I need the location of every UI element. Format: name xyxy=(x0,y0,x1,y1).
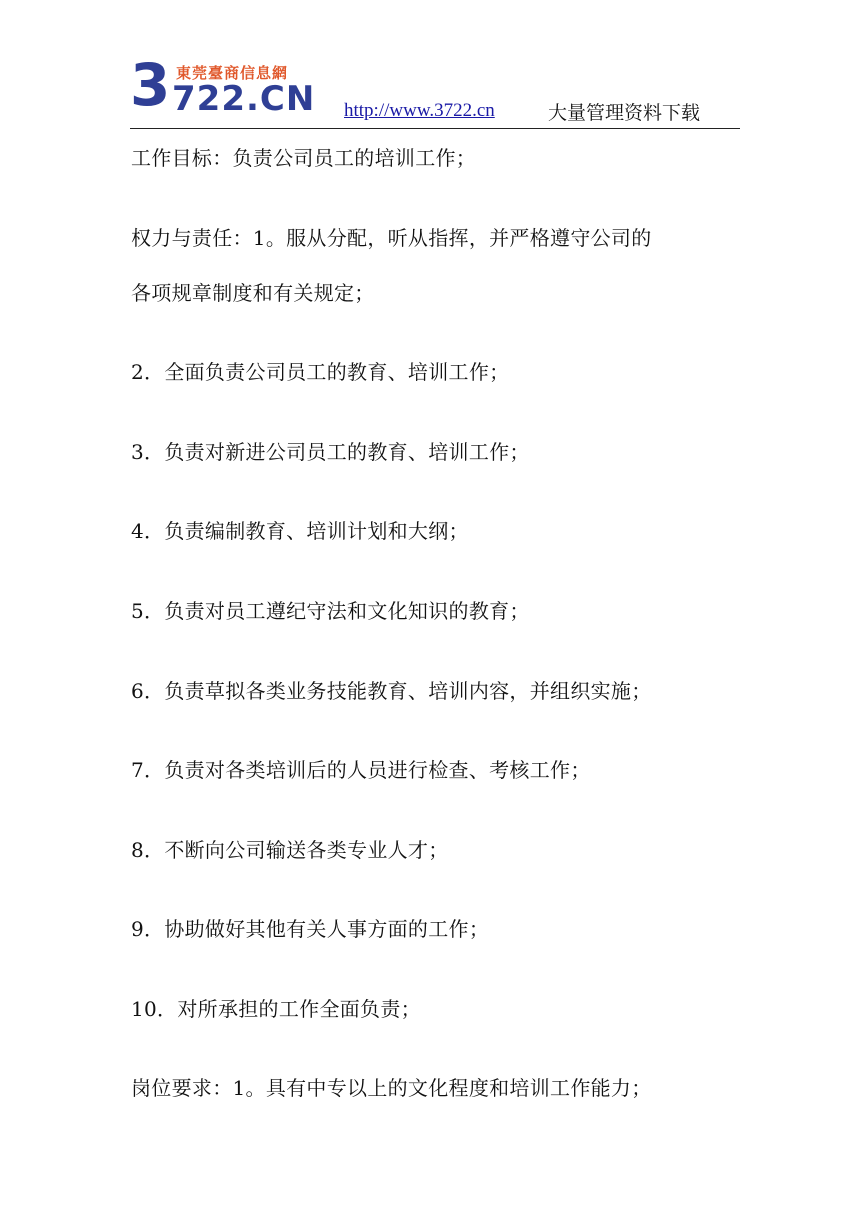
body-line: 6．负责草拟各类业务技能教育、培训内容，并组织实施； xyxy=(131,679,652,703)
body-line: 权力与责任：1。服从分配，听从指挥，并严格遵守公司的 xyxy=(131,226,652,250)
body-line: 5．负责对员工遵纪守法和文化知识的教育； xyxy=(131,599,530,623)
body-line: 岗位要求：1。具有中专以上的文化程度和培训工作能力； xyxy=(131,1076,652,1100)
logo-tagline: 東莞臺商信息網 xyxy=(176,64,289,82)
logo-digit: 3 xyxy=(130,51,171,119)
site-logo[interactable] xyxy=(130,51,316,122)
body-line: 工作目标：负责公司员工的培训工作； xyxy=(131,146,477,170)
body-line: 3．负责对新进公司员工的教育、培训工作； xyxy=(131,440,530,464)
body-line: 7．负责对各类培训后的人员进行检查、考核工作； xyxy=(131,758,591,782)
page-header xyxy=(130,51,740,129)
body-line: 9．协助做好其他有关人事方面的工作； xyxy=(131,917,490,941)
body-line: 各项规章制度和有关规定； xyxy=(131,281,375,305)
body-line: 8．不断向公司输送各类专业人才； xyxy=(131,838,449,862)
body-line: 10．对所承担的工作全面负责； xyxy=(131,997,421,1021)
body-line: 2．全面负责公司员工的教育、培训工作； xyxy=(131,360,510,384)
logo-text: 722.CN xyxy=(172,79,316,119)
site-url-link[interactable]: http://www.3722.cn xyxy=(344,100,495,121)
header-slogan: 大量管理资料下载 xyxy=(548,102,701,124)
body-line: 4．负责编制教育、培训计划和大纲； xyxy=(131,519,469,543)
